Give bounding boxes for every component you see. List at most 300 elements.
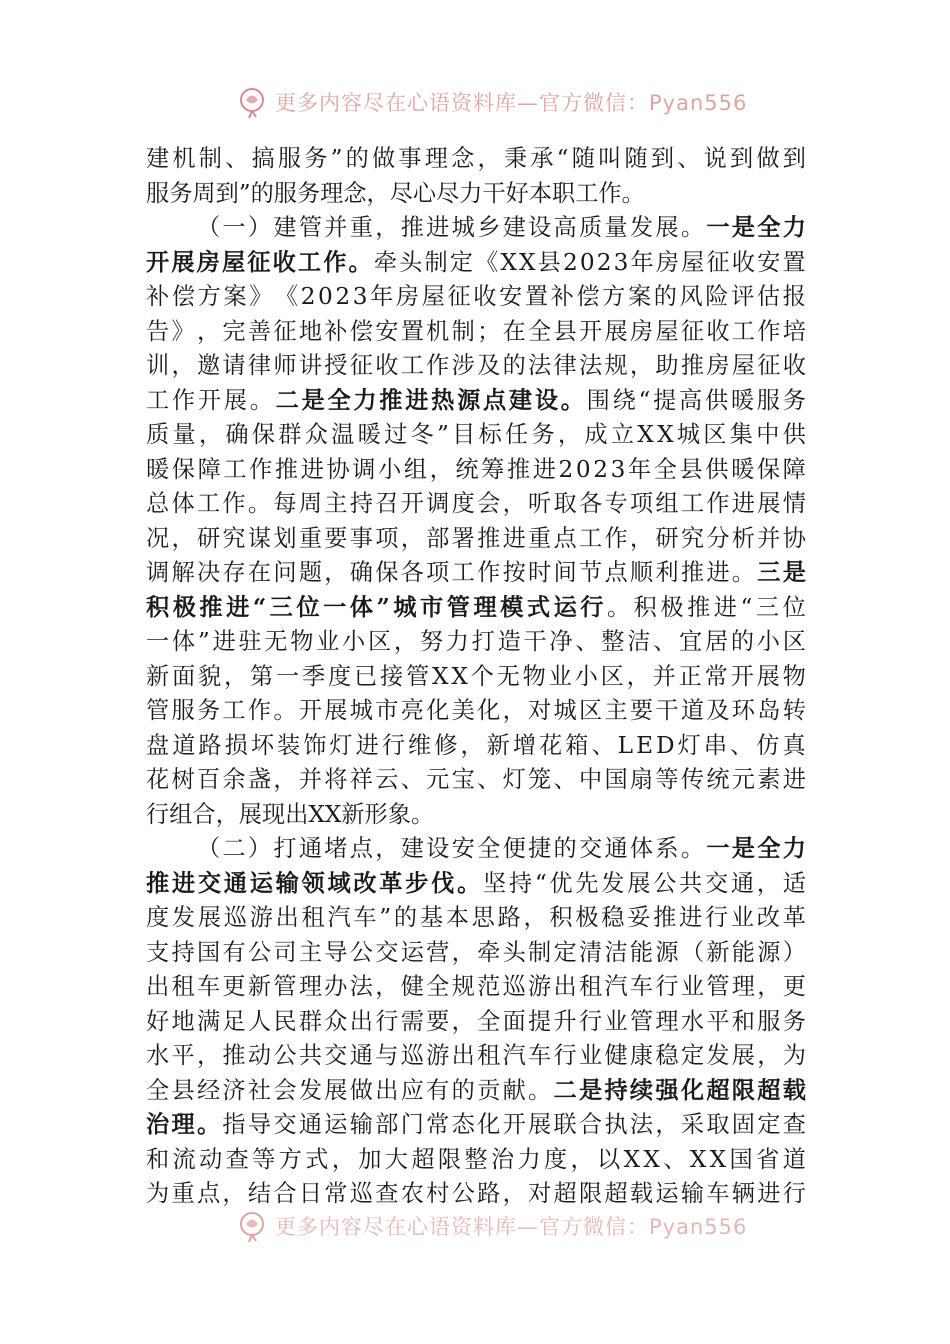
char: 题 <box>298 559 322 586</box>
char: 统 <box>455 455 479 483</box>
char: 行 <box>578 1007 603 1035</box>
char: 导 <box>247 1111 272 1138</box>
char: 组 <box>655 490 679 517</box>
char: 项 <box>375 524 399 552</box>
rose-logo-icon <box>235 85 269 119</box>
char: 协 <box>326 455 350 483</box>
char: 暖 <box>731 455 755 483</box>
text-line <box>146 177 806 212</box>
char: 进 <box>300 455 324 483</box>
char: 展 <box>655 214 679 241</box>
char: 周 <box>192 179 216 207</box>
char: 工 <box>146 386 170 414</box>
char: 供 <box>704 386 729 414</box>
char: 人 <box>247 1007 272 1035</box>
char: “ <box>740 593 753 621</box>
char: 行 <box>375 1007 399 1035</box>
char: 报 <box>782 283 806 310</box>
char: 花 <box>539 731 563 759</box>
char: 0 <box>579 248 595 276</box>
char: 公 <box>349 938 373 966</box>
char: 超 <box>411 1145 435 1173</box>
char: 合 <box>192 800 216 828</box>
text-line <box>146 694 806 729</box>
char: 3 <box>352 283 368 310</box>
char: 修 <box>434 731 458 759</box>
char: 重 <box>298 524 322 552</box>
char: 已 <box>354 662 378 690</box>
char: 农 <box>400 1180 424 1207</box>
char: 以 <box>597 1145 621 1173</box>
char: 灯 <box>502 766 526 793</box>
char: 献 <box>502 1076 526 1104</box>
bold-char: 改 <box>353 869 377 897</box>
char: 改 <box>756 904 780 931</box>
char: 理 <box>298 973 322 1000</box>
char: 征 <box>349 352 373 379</box>
char: 取 <box>553 490 577 517</box>
char: 征 <box>273 317 297 345</box>
char: 市 <box>375 697 399 724</box>
char: 限 <box>578 1180 603 1207</box>
char: 供 <box>782 421 806 448</box>
char: 物 <box>522 662 546 690</box>
char: 制 <box>528 938 552 966</box>
bold-char: 源 <box>457 386 481 414</box>
char: 道 <box>172 731 196 759</box>
char: 业 <box>548 662 572 690</box>
char: 正 <box>678 662 702 690</box>
text-line <box>146 1005 806 1040</box>
char: 要 <box>324 524 348 552</box>
char: ， <box>757 973 781 1000</box>
char: 小 <box>756 628 780 655</box>
bold-char: 建 <box>508 386 533 414</box>
char: 一 <box>146 628 170 655</box>
char: 国 <box>729 1145 753 1173</box>
char: ， <box>400 524 424 552</box>
char: 全 <box>528 317 552 345</box>
bold-char: 力 <box>782 835 806 862</box>
char: 请 <box>222 352 246 379</box>
char: 各 <box>578 490 603 517</box>
char: 顺 <box>629 559 654 586</box>
char: 道 <box>782 1145 806 1173</box>
char: 定 <box>680 1042 705 1069</box>
char: 出 <box>146 973 170 1000</box>
char: 出 <box>285 800 309 828</box>
bold-char: 全 <box>757 835 781 862</box>
char: ） <box>247 214 272 241</box>
char: 进 <box>731 490 755 517</box>
char: 存 <box>222 559 246 586</box>
char: 展 <box>731 1042 755 1069</box>
char: 会 <box>273 1076 297 1104</box>
char: ， <box>451 938 475 966</box>
char: 2 <box>558 455 574 483</box>
char: 加 <box>358 1145 382 1173</box>
char: 推 <box>400 214 424 241</box>
char: 服 <box>171 697 195 724</box>
char: 满 <box>196 1007 221 1035</box>
char: 要 <box>629 697 654 724</box>
char: 、 <box>575 628 599 655</box>
char: 点 <box>553 524 577 552</box>
char: 作 <box>598 179 622 207</box>
char: 征 <box>706 248 730 276</box>
char: “ <box>556 145 569 172</box>
char: 的 <box>553 835 577 862</box>
char: 承 <box>530 145 554 172</box>
char: 到 <box>650 145 675 172</box>
char: D <box>656 731 675 759</box>
char: 置 <box>782 248 806 276</box>
char: 巡 <box>502 973 526 1000</box>
char: ， <box>523 904 547 931</box>
char: 一 <box>276 662 300 690</box>
char: 解 <box>171 559 195 586</box>
char: 更 <box>782 973 806 1000</box>
bold-char: 极 <box>172 593 196 621</box>
char: 洁 <box>627 628 651 655</box>
bold-char: 推 <box>379 386 403 414</box>
bold-char: 是 <box>731 214 755 241</box>
char: 务 <box>296 179 321 207</box>
char: 整 <box>601 628 625 655</box>
char: 的 <box>250 179 274 207</box>
char: 建 <box>502 214 526 241</box>
char: 制 <box>424 248 448 276</box>
char: X <box>623 1145 641 1173</box>
char: 等 <box>252 1145 276 1173</box>
char: 查 <box>225 1145 249 1173</box>
char: 协 <box>782 524 806 552</box>
char: 车 <box>353 904 377 931</box>
char: 省 <box>756 1145 780 1173</box>
char: 支 <box>146 938 170 966</box>
char: 邀 <box>196 352 221 379</box>
text-line <box>146 763 806 798</box>
char: 化 <box>426 697 450 724</box>
char: 租 <box>578 973 603 1000</box>
char: 展 <box>627 869 651 897</box>
char: 道 <box>680 697 705 724</box>
char: 做 <box>349 1076 373 1104</box>
char: 推 <box>680 352 705 379</box>
char: 屋 <box>731 352 755 379</box>
char: 平 <box>171 1042 195 1069</box>
char: 式 <box>305 1145 329 1173</box>
char: 区 <box>578 697 603 724</box>
char: 安 <box>375 317 399 345</box>
char: 展 <box>757 490 781 517</box>
char: 标 <box>478 421 502 448</box>
char: 大 <box>384 1145 408 1173</box>
char: 日 <box>298 1180 322 1207</box>
char: 开 <box>730 662 754 690</box>
char: 坚 <box>482 869 507 897</box>
char: 乡 <box>477 214 501 241</box>
char: 各 <box>400 559 424 586</box>
char: 无 <box>496 662 520 690</box>
char: 共 <box>298 1042 322 1069</box>
char: 质 <box>146 421 170 448</box>
bold-char: 三 <box>757 559 781 586</box>
text-line <box>146 1143 806 1178</box>
char: 城 <box>349 697 373 724</box>
char: 美 <box>451 697 475 724</box>
char: 面 <box>172 662 196 690</box>
char: 展 <box>238 800 262 828</box>
char: 务 <box>196 697 221 724</box>
char: 进 <box>757 1180 781 1207</box>
char: 律 <box>553 352 577 379</box>
bold-char: 。 <box>196 1111 221 1138</box>
char: 小 <box>342 628 366 655</box>
char: ， <box>331 1145 355 1173</box>
char: 征 <box>680 317 705 345</box>
char: 国 <box>196 938 221 966</box>
char: 确 <box>349 559 373 586</box>
rose-logo-icon <box>235 1209 269 1243</box>
bold-char: 模 <box>500 593 524 621</box>
char: 固 <box>731 1111 755 1138</box>
char: 升 <box>553 1007 577 1035</box>
char: 2 <box>562 248 578 276</box>
char: 地 <box>171 1007 195 1035</box>
char: 组 <box>169 800 193 828</box>
bold-char: 强 <box>655 1076 679 1104</box>
char: 调 <box>352 455 376 483</box>
char: 成 <box>584 421 608 448</box>
char: 盏 <box>247 766 272 793</box>
char: 坏 <box>250 731 274 759</box>
char: 工 <box>578 524 603 552</box>
char: 行 <box>782 1180 806 1207</box>
char: 形 <box>364 800 388 828</box>
text-line <box>146 798 806 833</box>
char: 节 <box>578 559 603 586</box>
char: 服 <box>277 145 302 172</box>
char: 展 <box>324 697 348 724</box>
char: 、 <box>225 145 249 172</box>
char: 。 <box>273 697 297 724</box>
char: 作 <box>426 352 450 379</box>
char: 高 <box>679 386 703 414</box>
text-line <box>146 1108 806 1143</box>
char: 机 <box>426 317 450 345</box>
char: ， <box>477 145 501 172</box>
char: 发 <box>171 904 196 931</box>
bold-char: 运 <box>553 593 577 621</box>
char: 盘 <box>146 731 170 759</box>
char: 净 <box>549 628 573 655</box>
char: 足 <box>222 1007 246 1035</box>
char: 物 <box>782 662 806 690</box>
char: 花 <box>146 766 170 793</box>
text-line <box>146 142 806 177</box>
char: 究 <box>680 524 705 552</box>
char: 扇 <box>629 766 654 793</box>
char: 主 <box>604 697 628 724</box>
char: 行 <box>146 800 170 828</box>
bold-char: 一 <box>706 835 730 862</box>
char: 区 <box>367 628 392 655</box>
char: 风 <box>679 283 703 310</box>
char: 堵 <box>324 835 348 862</box>
char: 展 <box>324 1076 348 1104</box>
char: 进 <box>706 559 730 586</box>
char: 点 <box>349 835 373 862</box>
char: 推 <box>477 524 501 552</box>
bold-char: 作 <box>323 248 347 276</box>
char: 随 <box>624 145 648 172</box>
char: 县 <box>553 317 577 345</box>
char: 念 <box>343 179 367 207</box>
char: 设 <box>528 214 552 241</box>
char: 租 <box>477 1042 501 1069</box>
char: 规 <box>604 352 628 379</box>
char: 服 <box>756 386 780 414</box>
char: 、 <box>730 731 754 759</box>
char: 素 <box>757 766 781 793</box>
char: 并 <box>324 214 348 241</box>
char: 机 <box>172 145 196 172</box>
char: 健 <box>400 973 424 1000</box>
char: 路 <box>198 731 222 759</box>
char: 管 <box>706 973 730 1000</box>
char: 交 <box>375 938 399 966</box>
char: 方 <box>278 1145 302 1173</box>
char: 民 <box>273 1007 297 1035</box>
char: 的 <box>393 904 418 931</box>
char: ” <box>436 421 449 448</box>
char: ， <box>502 1180 526 1207</box>
char: 房 <box>655 248 680 276</box>
char: 平 <box>706 1007 730 1035</box>
char: ， <box>429 455 453 483</box>
char: 区 <box>600 662 624 690</box>
char: 地 <box>298 317 322 345</box>
char: ， <box>629 352 654 379</box>
char: 游 <box>249 904 273 931</box>
char: 适 <box>782 869 806 897</box>
char: 输 <box>349 1111 373 1138</box>
char: 租 <box>301 904 325 931</box>
char: X <box>324 800 342 828</box>
char: 度 <box>146 904 170 931</box>
char: 定 <box>449 248 473 276</box>
char: 助 <box>655 352 679 379</box>
char: 利 <box>655 559 679 586</box>
char: 质 <box>578 214 603 241</box>
char: 保 <box>375 559 399 586</box>
char: 的 <box>730 628 755 655</box>
char: 众 <box>304 421 328 448</box>
bold-char: 行 <box>580 593 604 621</box>
char: 、 <box>663 1145 687 1173</box>
char: 化 <box>477 1111 501 1138</box>
char: ， <box>655 1111 679 1138</box>
char: 推 <box>653 904 677 931</box>
text-line <box>146 349 806 384</box>
char: ， <box>375 214 399 241</box>
bold-char: 城 <box>393 593 417 621</box>
char: ， <box>324 559 348 586</box>
char: 城 <box>553 697 577 724</box>
text-line <box>146 487 806 522</box>
char: 温 <box>331 421 355 448</box>
char: 工 <box>196 490 221 517</box>
bold-char: 进 <box>226 593 250 621</box>
char: 建 <box>273 214 297 241</box>
char: 时 <box>528 559 552 586</box>
char: 体 <box>171 628 196 655</box>
char: X <box>637 421 654 448</box>
char: 绕 <box>612 386 636 414</box>
char: 总 <box>146 490 170 517</box>
char: ， <box>393 628 418 655</box>
char: 推 <box>222 1042 246 1069</box>
char: 全 <box>477 835 501 862</box>
char: 补 <box>550 283 574 310</box>
char: “ <box>638 386 651 414</box>
char: 保 <box>251 421 275 448</box>
char: 象 <box>387 800 411 828</box>
char: 真 <box>782 731 806 759</box>
char: 能 <box>629 938 654 966</box>
char: 元 <box>731 766 755 793</box>
char: 系 <box>655 835 679 862</box>
char: 、 <box>400 766 424 793</box>
text-line <box>146 729 806 764</box>
char: ， <box>375 973 399 1000</box>
char: ， <box>273 766 297 793</box>
char: 导 <box>324 938 348 966</box>
char: 点 <box>196 1180 221 1207</box>
char: 洁 <box>604 938 628 966</box>
char: 灯 <box>329 731 353 759</box>
char: 收 <box>731 248 755 276</box>
char: 收 <box>706 317 730 345</box>
char: 出 <box>375 1076 399 1104</box>
char: 游 <box>426 1042 450 1069</box>
char: 提 <box>653 386 677 414</box>
char: 力 <box>445 628 469 655</box>
char: 超 <box>553 1180 577 1207</box>
char: 妥 <box>627 904 651 931</box>
char: 交 <box>273 1111 297 1138</box>
char: 置 <box>400 317 424 345</box>
char: 事 <box>398 145 422 172</box>
char: 百 <box>196 766 221 793</box>
char: X <box>643 1145 660 1173</box>
char: 管 <box>298 214 322 241</box>
bold-char: 限 <box>731 1076 755 1104</box>
char: 出 <box>553 973 577 1000</box>
char: 交 <box>704 869 729 897</box>
char: 屋 <box>655 317 679 345</box>
char: 串 <box>703 731 728 759</box>
char: 三 <box>755 593 780 621</box>
char: ） <box>247 835 272 862</box>
char: 管 <box>406 662 430 690</box>
char: 通 <box>349 1042 373 1069</box>
char: 服 <box>146 179 170 207</box>
char: 体 <box>629 835 654 862</box>
char: 问 <box>273 559 297 586</box>
char: 水 <box>680 1007 705 1035</box>
